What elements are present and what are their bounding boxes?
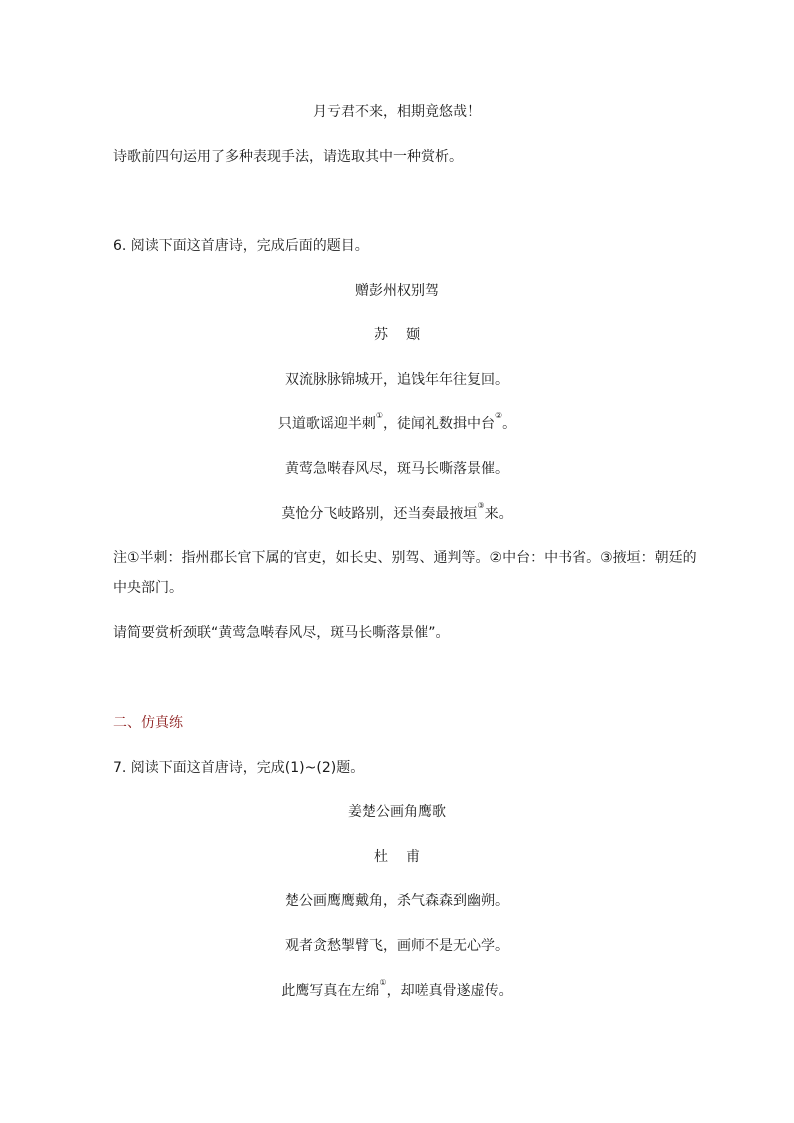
- footnote-marker-1: ①: [379, 978, 387, 987]
- q7-line3-part-b: ，却嗟真骨遂虚传。: [386, 983, 513, 999]
- q7-author-surname: 杜: [374, 849, 388, 865]
- q6-question: 请简要赏析颈联“黄莺急啭春风尽，斑马长嘶落景催”。: [113, 625, 450, 641]
- footnote-marker-3: ③: [477, 501, 485, 510]
- q6-poem-title: 赠彭州权别驾: [355, 283, 439, 299]
- q5-prompt: 诗歌前四句运用了多种表现手法，请选取其中一种赏析。: [113, 149, 463, 165]
- q6-intro: 6. 阅读下面这首唐诗，完成后面的题目。: [113, 238, 369, 254]
- q6-line4-part-b: 来。: [484, 506, 513, 522]
- footnote-marker-1: ①: [375, 411, 383, 420]
- q6-line2-part-c: 。: [502, 416, 517, 432]
- q7-author-given: 甫: [406, 849, 420, 865]
- q6-poem-line-2: [0, 411, 794, 434]
- footnote-marker-2: ②: [495, 411, 503, 420]
- q6-poem-line-4: [0, 501, 794, 524]
- q6-poem-line-3: 黄莺急啭春风尽，斑马长嘶落景催。: [285, 461, 509, 477]
- q6-line2-part-a: 只道歌谣迎半刺: [277, 416, 376, 432]
- q7-intro: 7. 阅读下面这首唐诗，完成(1)~(2)题。: [113, 760, 365, 776]
- q6-line2-part-b: ，徒闻礼数揖中台: [383, 416, 495, 432]
- q6-author-surname: 苏: [374, 327, 388, 343]
- q6-author-given: 颋: [406, 327, 420, 343]
- section-heading-simulation-practice: 二、仿真练: [113, 715, 183, 731]
- q7-poem-title: 姜楚公画角鹰歌: [348, 804, 446, 820]
- q7-poem-line-1: 楚公画鹰鹰戴角，杀气森森到幽朔。: [285, 893, 509, 909]
- q7-poem-line-3: [0, 978, 794, 1001]
- q7-poem-line-2: 观者贪愁掣臂飞，画师不是无心学。: [285, 938, 509, 954]
- previous-poem-last-line: 月亏君不来，相期竟悠哉！: [313, 104, 481, 120]
- q7-poem-author: [0, 847, 794, 867]
- q6-notes-line-2: 中央部门。: [113, 580, 183, 596]
- q6-poem-line-1: 双流脉脉锦城开，追饯年年往复回。: [285, 372, 509, 388]
- q6-poem-author: [0, 325, 794, 345]
- q7-line3-part-a: 此鹰写真在左绵: [281, 983, 380, 999]
- q6-line4-part-a: 莫怆分飞岐路别，还当奏最掖垣: [281, 506, 478, 522]
- q6-notes-line-1: 注①半刺：指州郡长官下属的官吏，如长史、别驾、通判等。②中台：中书省。③掖垣：朝廷的: [113, 550, 697, 566]
